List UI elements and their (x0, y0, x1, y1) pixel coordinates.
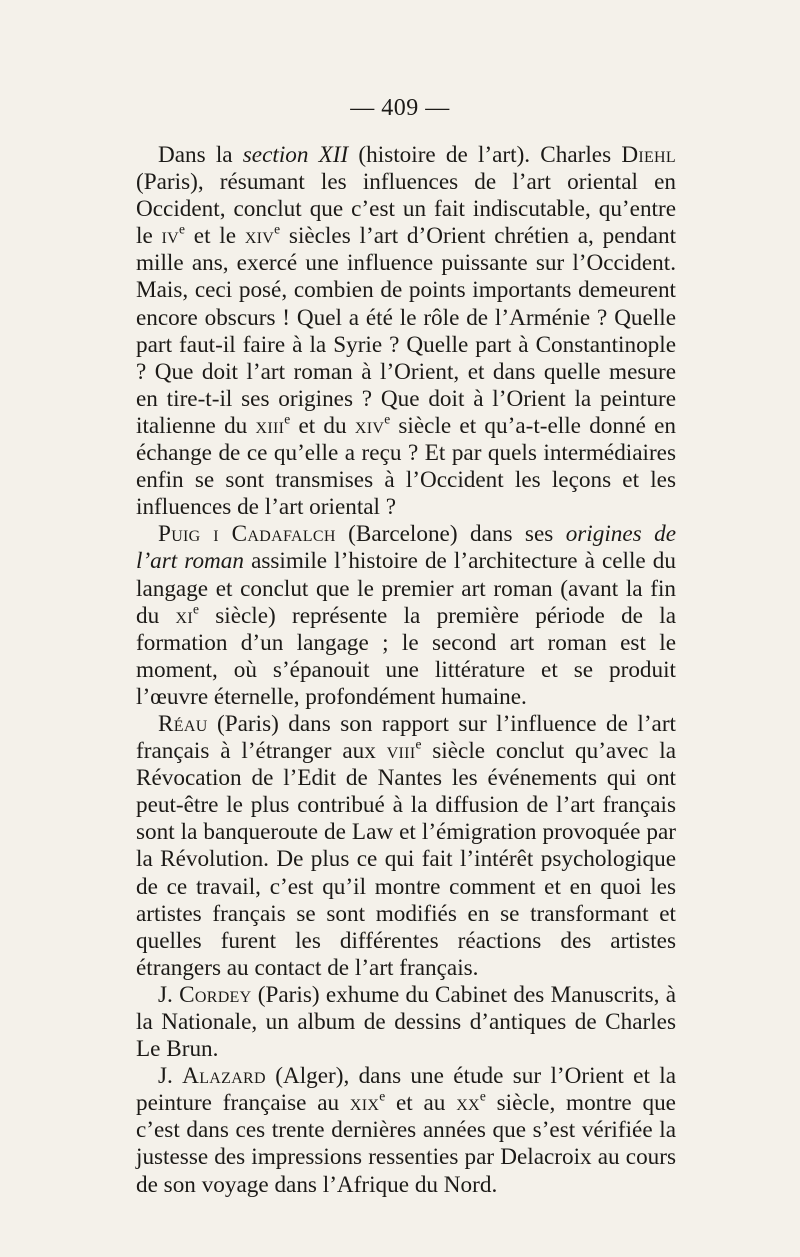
text-run: Dans la (158, 142, 243, 168)
superscript: e (179, 221, 185, 237)
paragraph (136, 521, 676, 711)
paragraph (136, 1063, 676, 1198)
small-caps-name: xi (175, 602, 193, 629)
small-caps-name: viii (386, 738, 416, 765)
text-run: assimile l’histoire de l’architecture à celle du langage et conclut que le premier art roman (avant la fin du (136, 548, 676, 629)
superscript: e (284, 411, 291, 427)
text-run: (Alger), dans une étude sur l’Orient et la peinture française au (136, 1063, 676, 1117)
text-run: et le (184, 223, 245, 250)
small-caps-name: Cordey (179, 981, 252, 1008)
text-run: siècle et qu’a-t-elle donné en échange de ce qu’elle a reçu ? Et par quels intermédiaires enfin se sont transmises à l’Occident les leçons et les influences de l’art oriental ? (136, 412, 676, 521)
small-caps-name: Réau (158, 710, 208, 737)
text-run: J. (158, 1063, 183, 1090)
small-caps-name: xiv (244, 223, 275, 250)
text-run: (Barcelone) dans ses (335, 521, 566, 548)
superscript: e (384, 411, 391, 427)
body-text (136, 142, 676, 1199)
paragraph (136, 711, 676, 982)
text-run: (Paris) dans son rapport sur l’influence de l’art français à l’étranger aux (136, 710, 676, 765)
small-caps-name: iv (161, 223, 180, 250)
text-run: (Paris) exhume du Cabinet des Manuscrits, à la Nationale, un album de dessins d’antiques de Charles Le Brun. (136, 981, 676, 1063)
italic-text: section XII (242, 142, 349, 168)
small-caps-name: xix (349, 1090, 380, 1117)
text-run: siècle conclut qu’avec la Révocation de l’Edit de Nantes les événements qui ont peut-être le plus contribué à la diffusion de l’art français sont la banqueroute de Law et l’émigration provoquée par la Révolution. De plus ce qui fait l’intérêt psychologique de ce travail, c’est qu’il montre comment et en quoi les artistes français se sont modifiés en se transformant et quelles furent les différentes réactions des artistes étrangers au contact de l’art français. (136, 738, 676, 981)
text-run: et du (290, 412, 355, 439)
italic-text: origines de l’art roman (136, 521, 677, 575)
text-run: et au (385, 1090, 457, 1117)
superscript: e (415, 736, 422, 752)
small-caps-name: Puig i Cadafalch (158, 521, 336, 548)
text-run: siècle, montre que c’est dans ces trente dernières années que s’est vérifiée la justesse des impressions ressenties par Delacroix au cours de son voyage dans l’Afrique du Nord. (136, 1090, 676, 1198)
text-run: siècle) représente la première période de la formation d’un langage ; le second art roman est le moment, où s’épanouit une littérature et se produit l’œuvre éternelle, profondément humaine. (136, 602, 677, 710)
text-run: siècles l’art d’Orient chrétien a, pendant mille ans, exercé une influence puissante sur l’Occident. Mais, ceci posé, combien de points importants demeurent encore obscurs ! Quel a été le rôle de l’Arménie ? Quelle part faut-il faire à la Syrie ? Quelle part à Constantinople ? Que doit l’art roman à l’Orient, et dans quelle mesure en tire-t-il ses origines ? Que doit à l’Orient la peinture italienne du (136, 223, 677, 439)
superscript: e (379, 1088, 386, 1104)
paragraph (136, 142, 676, 521)
small-caps-name: xiv (354, 412, 385, 439)
small-caps-name: Alazard (182, 1063, 266, 1090)
small-caps-name: Diehl (621, 142, 676, 168)
superscript: e (274, 221, 281, 237)
paragraph (136, 982, 676, 1063)
text-run: (Paris), résumant les influences de l’art oriental en Occident, conclut que c’est un fait indiscutable, qu’entre le (136, 169, 676, 250)
superscript: e (479, 1088, 486, 1104)
text-run: (histoire de l’art). Charles (348, 142, 622, 168)
small-caps-name: xiii (255, 412, 285, 439)
small-caps-name: xx (456, 1090, 480, 1117)
page-number: — 409 — (350, 95, 450, 121)
text-run: J. (158, 981, 180, 1008)
superscript: e (192, 601, 199, 617)
